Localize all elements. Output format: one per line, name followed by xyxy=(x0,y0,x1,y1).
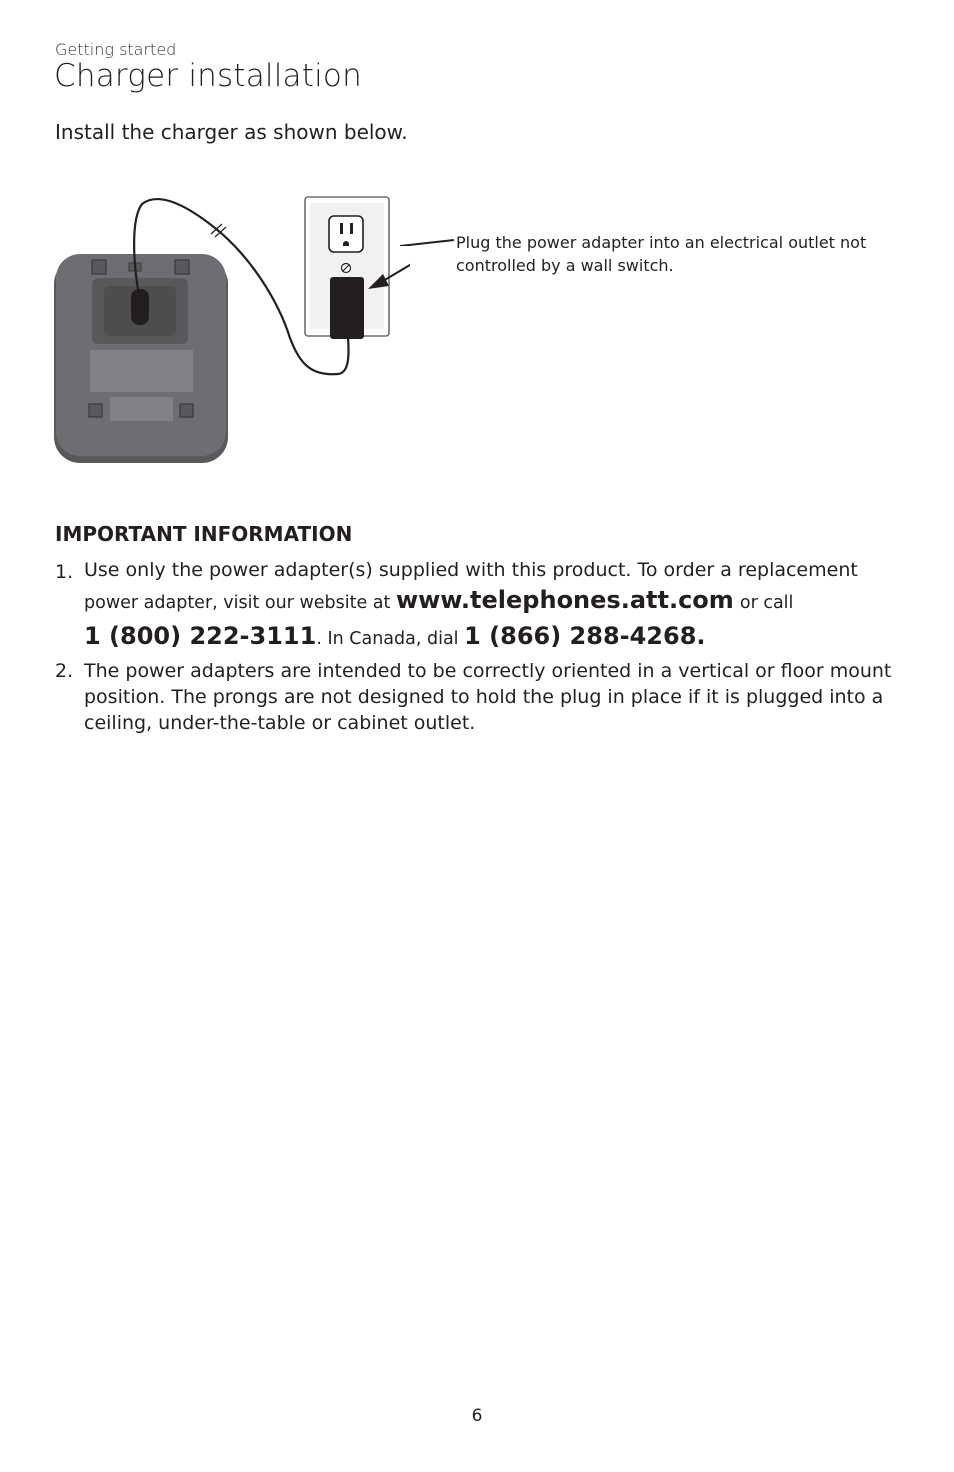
callout-leader-extension xyxy=(400,236,456,246)
item-text: . xyxy=(696,622,706,650)
charger-installation-illustration xyxy=(50,190,410,475)
item-text: The power adapters are intended to be correctly oriented in a vertical or floor mount position. The prongs are not designed to hold the plug in place if it is plugged into a ceiling, under-the-table or cabinet outlet. xyxy=(84,660,892,734)
important-heading: IMPORTANT INFORMATION xyxy=(55,522,353,546)
item-text: . In Canada, dial xyxy=(316,629,465,649)
list-item xyxy=(55,658,915,736)
list-item xyxy=(55,556,915,656)
important-info-list xyxy=(55,556,915,736)
phone-number-us: 1 (800) 222-3111 xyxy=(84,622,317,650)
callout-text: Plug the power adapter into an electrical outlet not controlled by a wall switch. xyxy=(456,233,867,275)
page-title: Charger installation xyxy=(54,58,362,94)
list-item-number: 1. xyxy=(55,561,74,583)
website-link[interactable]: www.telephones.att.com xyxy=(395,586,734,614)
list-item-number: 2. xyxy=(55,660,74,682)
phone-number-canada: 1 (866) 288-4268 xyxy=(464,622,697,650)
intro-text: Install the charger as shown below. xyxy=(55,120,408,144)
item-text-line: Use only the power adapter(s) supplied with this product. To order a replacement xyxy=(84,559,858,581)
section-label: Getting started xyxy=(55,40,177,59)
power-adapter-icon xyxy=(330,277,364,339)
item-text: power adapter, visit our website at xyxy=(84,593,396,613)
item-text: or call xyxy=(739,593,794,613)
page-number: 6 xyxy=(471,1406,483,1426)
charger-base-icon xyxy=(54,254,228,463)
